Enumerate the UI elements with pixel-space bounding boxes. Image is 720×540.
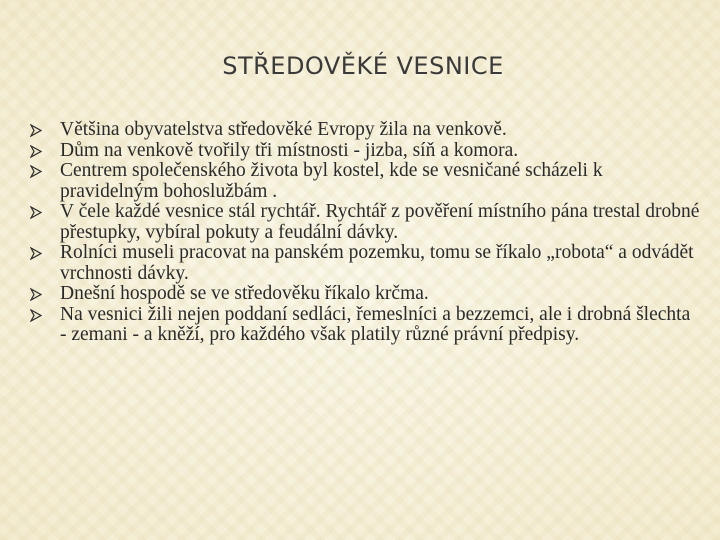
slide-title: STŘEDOVĚKÉ VESNICE bbox=[222, 52, 504, 80]
arrow-bullet-icon bbox=[30, 124, 42, 137]
bullet-text: Dům na venkově tvořily tři místnosti - jizba, síň a komora. bbox=[60, 139, 519, 161]
bullet-text: Dnešní hospodě se ve středověku říkalo krčma. bbox=[60, 283, 429, 304]
arrow-bullet-icon bbox=[30, 206, 42, 219]
bullet-text: Většina obyvatelstva středověké Evropy žila na venkově. bbox=[60, 119, 507, 140]
bullet-item bbox=[30, 305, 700, 346]
bullet-list bbox=[30, 120, 700, 346]
bullet-text: Rolníci museli pracovat na panském pozemku, tomu se říkalo „robota“ a odvádět vrchnosti dávky. bbox=[60, 242, 694, 284]
arrow-bullet-icon bbox=[30, 247, 42, 260]
bullet-item bbox=[30, 202, 700, 243]
arrow-bullet-icon bbox=[30, 165, 42, 178]
bullet-item bbox=[30, 284, 700, 305]
bullet-item bbox=[30, 141, 700, 162]
bullet-text: V čele každé vesnice stál rychtář. Rychtář z pověření místního pána trestal drobné přestupky, vybíral pokuty a feudální dávky. bbox=[60, 201, 700, 243]
bullet-text: Centrem společenského života byl kostel, kde se vesničané scházeli k pravidelným bohoslužbám . bbox=[60, 160, 603, 202]
bullet-item bbox=[30, 243, 700, 284]
bullet-item bbox=[30, 161, 700, 202]
bullet-text: Na vesnici žili nejen poddaní sedláci, řemeslníci a bezzemci, ale i drobná šlechta - zemani - a kněží, pro každého však platily různé právní předpisy. bbox=[60, 303, 691, 345]
bullet-item bbox=[30, 120, 700, 141]
arrow-bullet-icon bbox=[30, 309, 42, 322]
arrow-bullet-icon bbox=[30, 288, 42, 301]
arrow-bullet-icon bbox=[30, 145, 42, 158]
